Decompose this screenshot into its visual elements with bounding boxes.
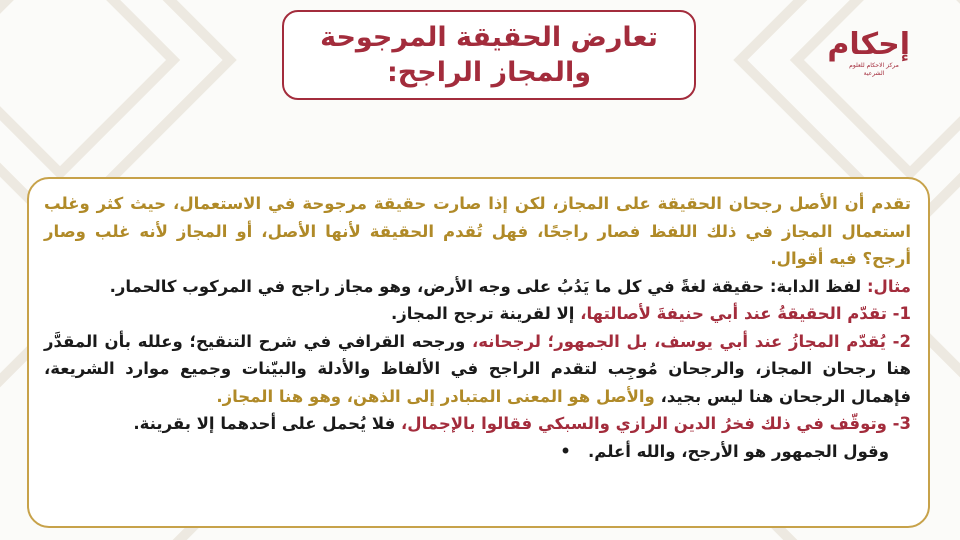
conclusion-line <box>44 438 911 466</box>
brand-logo <box>827 27 910 96</box>
opinion-3-lead: 3- وتوقّف في ذلك فخرُ الدين الرازي والسبكي فقالوا بالإجمال، <box>401 414 911 433</box>
opinion-1-lead: 1- تقدّم الحقيقةُ عند أبي حنيفةَ لأصالتها، <box>580 304 911 323</box>
example-text: لفظ الدابة: حقيقة لغةً في كل ما يَدُبُ على وجه الأرض، وهو مجاز راجح في المركوب كالحمار. <box>109 276 862 296</box>
opinion-3-text: فلا يُحمل على أحدهما إلا بقرينة. <box>133 414 396 433</box>
opinion-2-note: والأصل هو المعنى المتبادر إلى الذهن، وهو هنا المجاز. <box>216 386 655 406</box>
opinion-3 <box>44 410 911 438</box>
intro-paragraph: تقدم أن الأصل رجحان الحقيقة على المجاز، لكن إذا صارت حقيقة مرجوحة في الاستعمال، حيث كثر وغلب استعمال المجاز في ذلك اللفظ فصار راجحًا، فهل تُقدم الحقيقة لأنها الأصل، أو المجاز لأنه غلب وصار أرجح؟ فيه أقوال. <box>44 194 911 268</box>
slide-title <box>282 10 696 100</box>
content-panel <box>27 177 930 528</box>
opinion-1 <box>44 300 911 328</box>
example-paragraph <box>44 273 911 301</box>
bullet-icon: • <box>560 441 571 461</box>
logo-subtitle: مركز الاحكام للعلوم الشرعية <box>849 62 899 77</box>
opinion-2-text: ورجحه القرافي في شرح التنقيح؛ وعلله بأن المقدَّر هنا رجحان المجاز، والرجحان مُوجِب لتقدم الراجح في الألفاظ والأدلة والبيّنات وجميع موارد الشريعة، فإهمال الرجحان هنا ليس بجيد، <box>44 331 911 406</box>
opinion-2 <box>44 328 911 411</box>
conclusion-text: وقول الجمهور هو الأرجح، والله أعلم. <box>588 441 889 461</box>
opinion-2-lead: 2- يُقدّم المجازُ عند أبي يوسف، بل الجمهور؛ لرجحانه، <box>472 331 911 351</box>
example-label: مثال: <box>866 276 911 296</box>
opinion-1-text: إلا لقرينة ترجح المجاز. <box>391 304 575 323</box>
title-line-1: تعارض الحقيقة المرجوحة <box>320 22 658 53</box>
logo-wordmark: إحكام <box>827 27 910 62</box>
title-line-2: والمجاز الراجح: <box>387 57 591 88</box>
